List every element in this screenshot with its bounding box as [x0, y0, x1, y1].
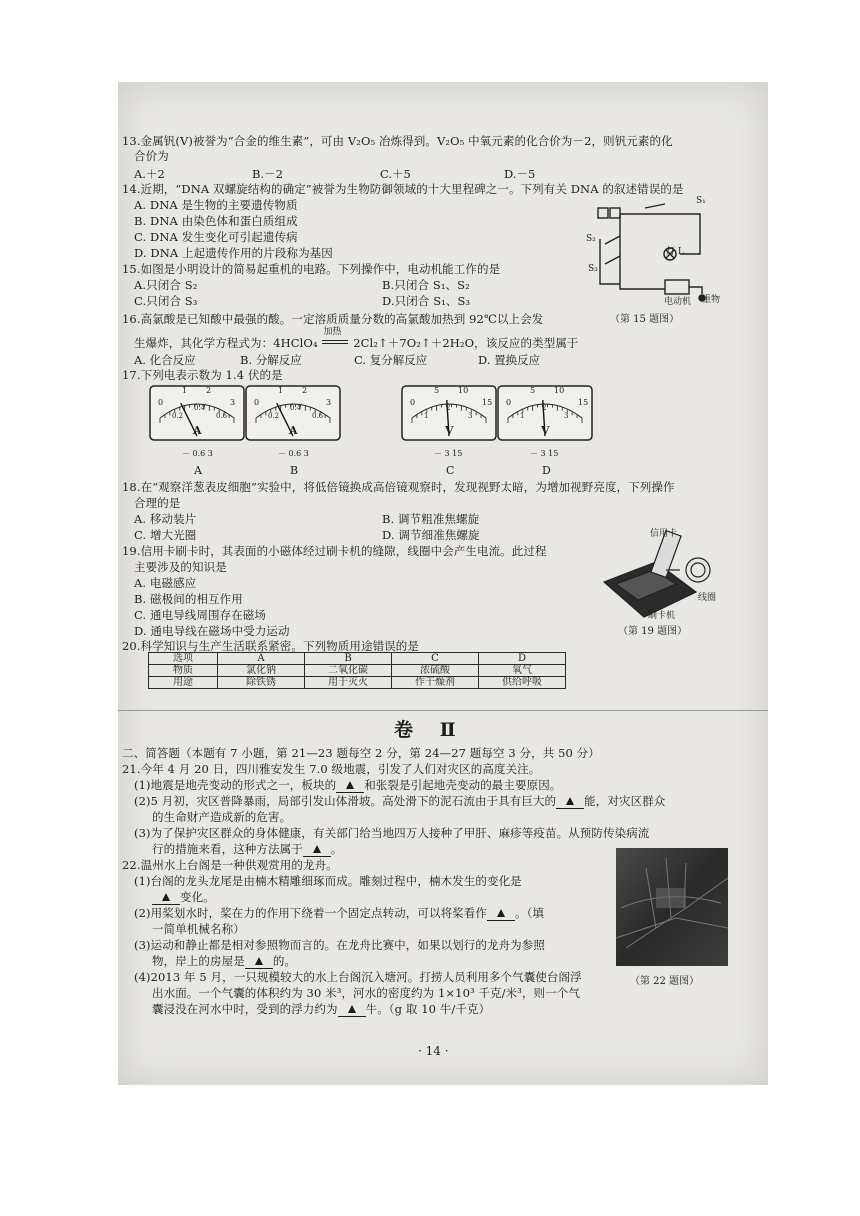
- answer-blank[interactable]: [336, 778, 364, 793]
- q14-option-a: A. DNA 是生物的主要遗传物质: [134, 198, 298, 212]
- meter-option-label: A: [194, 464, 202, 477]
- q15-label-weight: 重物: [702, 295, 721, 305]
- q13-option-a: A.＋2: [134, 167, 165, 181]
- meter-scale-label: 10: [458, 386, 469, 395]
- q18-stem: 18.在“观察洋葱表皮细胞”实验中，将低倍镜换成高倍镜观察时，发现视野太暗，为增加视野亮度，下列操作: [122, 480, 675, 494]
- triangle-icon: [162, 893, 170, 901]
- table-cell: 用途: [149, 677, 218, 689]
- meter-unit: V: [541, 424, 550, 437]
- page-number: · 14 ·: [418, 1044, 449, 1058]
- meter-unit: V: [445, 424, 454, 437]
- meter-scale-label: 0: [158, 398, 164, 407]
- triangle-icon: [497, 909, 505, 917]
- table-row: [149, 665, 566, 677]
- q19-stem: 19.信用卡刷卡时，其表面的小磁体经过刷卡机的缝隙，线圈中会产生电流。此过程: [122, 544, 547, 558]
- q22-caption: （第 22 题图）: [630, 976, 700, 987]
- q22-p2-text: (2)用桨划水时，桨在力的作用下绕着一个固定点转动，可以将桨看作: [134, 906, 487, 920]
- q21-p3-text-end: 。: [330, 842, 343, 856]
- table-cell: 浓硫酸: [392, 665, 479, 677]
- q22-part2: [134, 906, 544, 921]
- table-cell: 氯化钠: [218, 665, 305, 677]
- meter-scale-label: 5: [434, 386, 440, 395]
- q14-option-d: D. DNA 上起遗传作用的片段称为基因: [134, 246, 333, 260]
- q21-p1-text: (1)地震是地壳变动的形式之一，板块的: [134, 778, 337, 792]
- q15-caption: （第 15 题图）: [610, 314, 680, 325]
- meter-d: [496, 384, 594, 480]
- meter-scale-label: 15: [578, 398, 589, 407]
- meter-option-label: D: [542, 464, 551, 477]
- q19-label-reader: 刷卡机: [648, 611, 676, 621]
- table-cell: 物质: [149, 665, 218, 677]
- table-cell: 作干燥剂: [392, 677, 479, 689]
- q21-part1: [134, 778, 561, 793]
- meter-scale-label: 3: [230, 398, 236, 407]
- table-cell: 氧气: [479, 665, 566, 677]
- q15-label-motor: 电动机: [664, 297, 692, 307]
- q20-stem: 20.科学知识与生产生活联系紧密。下列物质用途错误的是: [122, 639, 419, 653]
- meter-scale-label: 0.4: [290, 404, 302, 412]
- q18-stem-cont: 合理的是: [134, 496, 181, 510]
- meter-option-label: C: [446, 464, 455, 477]
- triangle-icon: [348, 1005, 356, 1013]
- q22-p2-text-end: 。（填: [515, 906, 545, 920]
- answer-blank[interactable]: [487, 906, 515, 921]
- q21-part3: (3)为了保护灾区群众的身体健康，有关部门给当地四万人接种了甲肝、麻疹等疫苗。从预防传染病流: [134, 826, 650, 840]
- q16-option-b: B. 分解反应: [240, 353, 302, 367]
- q15-label-s2: S₂: [586, 234, 596, 244]
- meter-scale-label: 1: [520, 412, 525, 420]
- meter-scale-label: 0.2: [172, 412, 184, 420]
- q21-p3-text: 行的措施来看，这种方法属于: [152, 842, 303, 856]
- q19-label-coil: 线圈: [698, 593, 717, 603]
- triangle-icon: [566, 797, 574, 805]
- meter-unit: A: [289, 424, 298, 437]
- q22-stem: 22.温州水上台阁是一种供观赏用的龙舟。: [122, 858, 338, 872]
- meter-a: [148, 384, 246, 480]
- q22-p3-text: 物，岸上的房屋是: [152, 954, 245, 968]
- table-cell: 选项: [149, 653, 218, 665]
- meter-scale-label: 2: [206, 386, 212, 395]
- meter-scale-label: 2: [542, 404, 547, 412]
- q21-part2: [134, 794, 665, 809]
- table-cell: 供给呼吸: [479, 677, 566, 689]
- q22-p3-text-end: 的。: [272, 954, 297, 968]
- q16-eq-left: 生爆炸，其化学方程式为：4HClO₄: [134, 336, 318, 350]
- q14-stem: 14.近期，“DNA 双螺旋结构的确定”被誉为生物防御领域的十大里程碑之一。下列有关 DNA 的叙述错误的是: [122, 182, 684, 196]
- q15-option-d: D.只闭合 S₁、S₃: [382, 294, 471, 308]
- exam-page: [118, 82, 768, 1085]
- table-cell: B: [305, 653, 392, 665]
- q16-eq-condition: 加热: [323, 327, 342, 337]
- q19-option-c: C. 通电导线周围存在磁场: [134, 608, 266, 622]
- meter-scale-label: 1: [424, 412, 429, 420]
- table-cell: 二氧化碳: [305, 665, 392, 677]
- table-cell: 除铁锈: [218, 677, 305, 689]
- q15-circuit-figure: [590, 194, 720, 304]
- answer-blank[interactable]: [303, 842, 331, 857]
- q22-part1: (1)台阁的龙头龙尾是由楠木精雕细琢而成。雕刻过程中，楠木发生的变化是: [134, 874, 522, 888]
- divider: [118, 710, 768, 711]
- triangle-icon: [313, 845, 321, 853]
- q22-part2-cont: 一简单机械名称）: [152, 922, 245, 936]
- meter-terminals: － 3 15: [530, 449, 559, 458]
- meter-scale-label: 5: [530, 386, 536, 395]
- meter-terminals: － 0.6 3: [278, 449, 309, 458]
- meter-scale-label: 15: [482, 398, 493, 407]
- meter-c: [400, 384, 498, 480]
- q14-option-b: B. DNA 由染色体和蛋白质组成: [134, 214, 298, 228]
- q16-eq-arrow: [321, 327, 349, 350]
- q19-label-card: 信用卡: [650, 529, 678, 539]
- q22-part3-cont: [152, 954, 296, 969]
- meter-scale-label: 1: [182, 386, 188, 395]
- q17-stem: 17.下列电表示数为 1.4 伏的是: [122, 368, 283, 382]
- q22-dragon-boat-photo: [616, 848, 728, 966]
- meter-scale-label: 0.6: [216, 412, 228, 420]
- q13-option-d: D.－5: [504, 167, 536, 181]
- answer-blank[interactable]: [338, 1002, 366, 1017]
- meter-scale-label: 1: [278, 386, 284, 395]
- meter-scale-label: 3: [564, 412, 569, 420]
- q13-option-b: B.－2: [252, 167, 283, 181]
- q15-stem: 15.如图是小明设计的简易起重机的电路。下列操作中，电动机能工作的是: [122, 262, 501, 276]
- meter-scale-label: 10: [554, 386, 565, 395]
- meter-b: [244, 384, 342, 480]
- q22-p4-text: 囊浸没在河水中时，受到的浮力约为: [152, 1002, 338, 1016]
- q22-part1-cont: [152, 890, 215, 905]
- table-cell: 用于灭火: [305, 677, 392, 689]
- q19-option-a: A. 电磁感应: [134, 576, 197, 590]
- q15-label-lamp: 灯 L: [666, 247, 684, 257]
- q22-part3: (3)运动和静止都是相对参照物而言的。在龙舟比赛中，如果以划行的龙舟为参照: [134, 938, 545, 952]
- q16-option-d: D. 置换反应: [478, 353, 541, 367]
- q19-caption: （第 19 题图）: [618, 626, 688, 637]
- q19-option-b: B. 磁极间的相互作用: [134, 592, 243, 606]
- table-row: [149, 677, 566, 689]
- q22-part4-cont2: [152, 1002, 490, 1017]
- answer-blank[interactable]: [245, 954, 273, 969]
- meter-scale-label: 0: [410, 398, 416, 407]
- q15-option-c: C.只闭合 S₃: [134, 294, 198, 308]
- meter-scale-label: 3: [468, 412, 473, 420]
- volume-heading: 卷 Ⅱ: [394, 719, 466, 741]
- table-cell: C: [392, 653, 479, 665]
- meter-scale-label: 0.6: [312, 412, 324, 420]
- q13-stem-cont: 合价为: [134, 149, 169, 163]
- meter-scale-label: 2: [446, 404, 451, 412]
- meter-terminals: － 3 15: [434, 449, 463, 458]
- q15-option-a: A.只闭合 S₂: [134, 278, 198, 292]
- meter-terminals: － 0.6 3: [182, 449, 213, 458]
- q22-part4: (4)2013 年 5 月，一只规模较大的水上台阁沉入塘河。打捞人员利用多个气囊使台阁浮: [134, 970, 582, 984]
- table-row: [149, 653, 566, 665]
- table-cell: D: [479, 653, 566, 665]
- triangle-icon: [346, 781, 354, 789]
- q22-p1-text-end: 变化。: [180, 890, 215, 904]
- meter-scale-label: 0: [506, 398, 512, 407]
- q18-option-a: A. 移动装片: [134, 512, 197, 526]
- meter-unit: A: [193, 424, 202, 437]
- q18-option-b: B. 调节粗准焦螺旋: [382, 512, 480, 526]
- q21-part3-cont: [152, 842, 342, 857]
- q18-option-d: D. 调节细准焦螺旋: [382, 528, 480, 542]
- q15-label-s3: S₃: [588, 264, 598, 274]
- meter-option-label: B: [290, 464, 299, 477]
- q22-part4-cont: 出水面。一个气囊的体积约为 30 米³，河水的密度约为 1×10³ 千克/米³，则一个气: [152, 986, 580, 1000]
- q13-stem: 13.金属钒(V)被誉为“合金的维生素”，可由 V₂O₅ 冶炼得到。V₂O₅ 中氧元素的化合价为－2，则钒元素的化: [122, 134, 673, 148]
- q20-table: [148, 652, 566, 689]
- q21-part2-cont: 的生命财产造成新的危害。: [152, 810, 292, 824]
- q16-option-a: A. 化合反应: [134, 353, 196, 367]
- q18-option-c: C. 增大光圈: [134, 528, 197, 542]
- q19-option-d: D. 通电导线在磁场中受力运动: [134, 624, 290, 638]
- triangle-icon: [255, 957, 263, 965]
- q13-option-c: C.＋5: [380, 167, 411, 181]
- q16-eq-right: 2Cl₂↑＋7O₂↑＋2H₂O，该反应的类型属于: [353, 336, 579, 350]
- table-cell: A: [218, 653, 305, 665]
- meter-scale-label: 0.4: [194, 404, 206, 412]
- q19-stem-cont: 主要涉及的知识是: [134, 560, 227, 574]
- q21-p1-text-end: 和张裂是引起地壳变动的最主要原因。: [364, 778, 562, 792]
- q21-p2-text: (2)5 月初，灾区普降暴雨，局部引发山体滑坡。高处滑下的泥石流由于具有巨大的: [134, 794, 557, 808]
- meter-scale-label: 0.2: [268, 412, 280, 420]
- q22-p4-text-end: 牛。（g 取 10 牛/千克）: [365, 1002, 491, 1016]
- q14-option-c: C. DNA 发生变化可引起遗传病: [134, 230, 298, 244]
- q16-option-c: C. 复分解反应: [354, 353, 428, 367]
- answer-blank[interactable]: [556, 794, 584, 809]
- meter-scale-label: 2: [302, 386, 308, 395]
- q15-option-b: B.只闭合 S₁、S₂: [382, 278, 470, 292]
- section2-heading: 二、简答题（本题有 7 小题，第 21—23 题每空 2 分，第 24—27 题每空 3 分，共 50 分）: [122, 746, 600, 760]
- q21-stem: 21.今年 4 月 20 日，四川雅安发生 7.0 级地震，引发了人们对灾区的高度关注。: [122, 762, 541, 776]
- meter-scale-label: 0: [254, 398, 260, 407]
- q16-stem: 16.高氯酸是已知酸中最强的酸。一定溶质质量分数的高氯酸加热到 92℃以上会发: [122, 312, 544, 326]
- meter-scale-label: 3: [326, 398, 332, 407]
- q15-label-s1: S₁: [696, 196, 706, 206]
- q21-p2-text-end: 能，对灾区群众: [584, 794, 666, 808]
- answer-blank[interactable]: [152, 890, 180, 905]
- q16-equation: [134, 327, 579, 350]
